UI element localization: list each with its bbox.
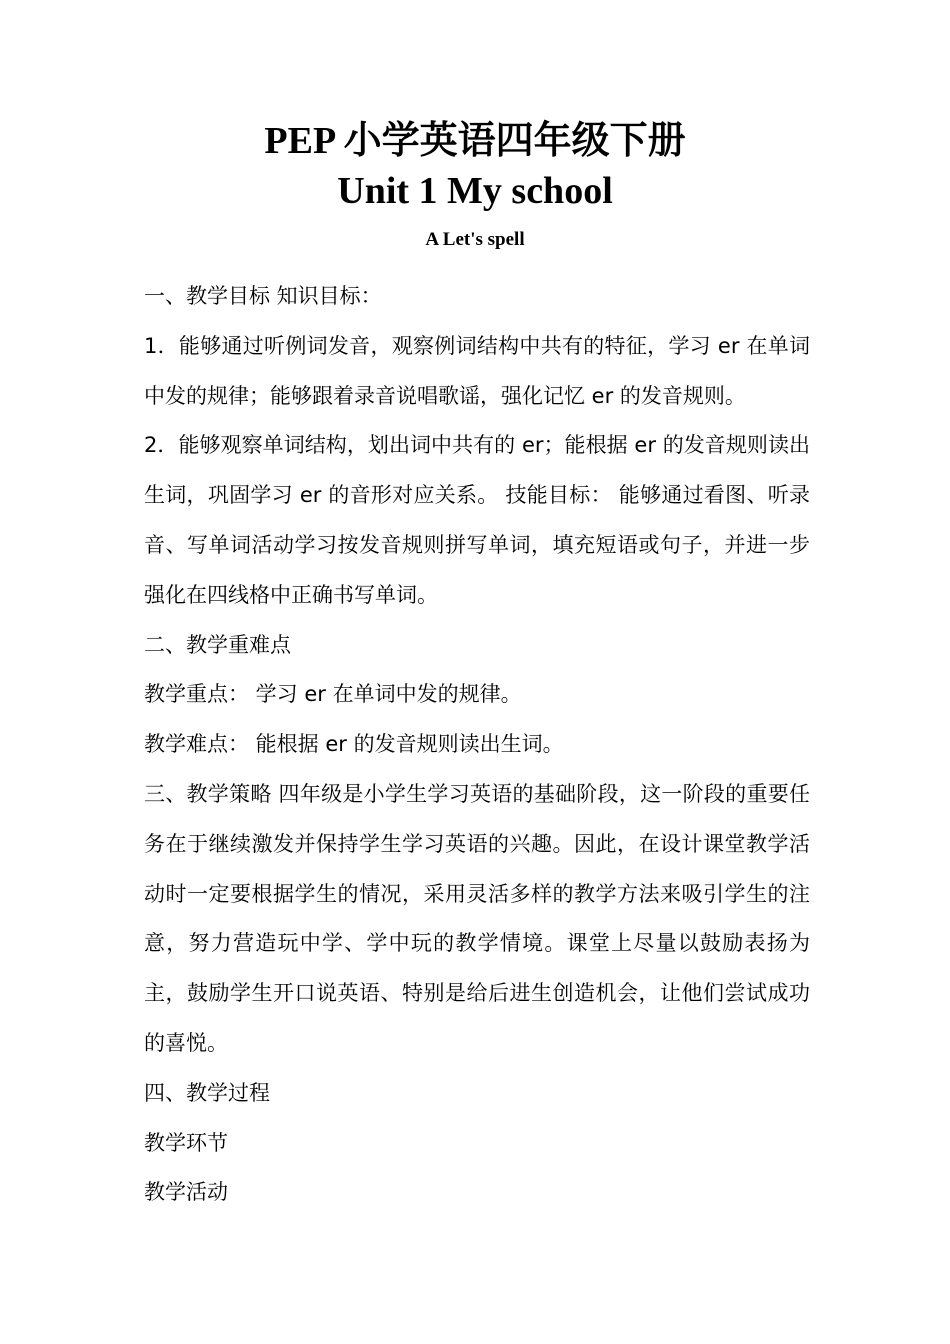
section-heading-objectives: 一、教学目标 知识目标： <box>144 284 382 308</box>
unit-title: Unit 1 My school <box>337 170 613 212</box>
difficult-point-paragraph: 教学难点： 能根据 er 的发音规则读出生词。 <box>144 732 564 757</box>
key-point-paragraph: 教学重点： 学习 er 在单词中发的规律。 <box>144 682 522 707</box>
document-title: PEP 小学英语四年级下册 <box>264 120 686 162</box>
lesson-subtitle: A Let's spell <box>425 229 525 250</box>
teaching-activity-label: 教学活动 <box>144 1180 228 1205</box>
objective-paragraph-1: 1．能够通过听例词发音，观察例词结构中共有的特征，学习 er 在单词中发的规律；能够跟着录音说唱歌谣，强化记忆 er 的发音规则。 <box>144 333 810 408</box>
section-heading-key-points: 二、教学重难点 <box>144 632 291 657</box>
strategy-paragraph: 三、教学策略 四年级是小学生学习英语的基础阶段，这一阶段的重要任务在于继续激发并保持学生学习英语的兴趣。因此，在设计课堂教学活动时一定要根据学生的情况，采用灵活多样的教学方法来吸引学生的注意，努力营造玩中学、学中玩的教学情境。课堂上尽量以鼓励表扬为主，鼓励学生开口说英语、特别是给后进生创造机会，让他们尝试成功的喜悦。 <box>144 781 810 1055</box>
section-heading-process: 四、教学过程 <box>144 1080 270 1105</box>
document-body <box>144 272 810 1218</box>
objective-paragraph-2: 2．能够观察单词结构，划出词中共有的 er；能根据 er 的发音规则读出生词，巩固学习 er 的音形对应关系。 技能目标： 能够通过看图、听录音、写单词活动学习按发音规则拼写单词，填充短语或句子，并进一步强化在四线格中正确书写单词。 <box>144 433 810 607</box>
teaching-stage-label: 教学环节 <box>144 1130 228 1155</box>
